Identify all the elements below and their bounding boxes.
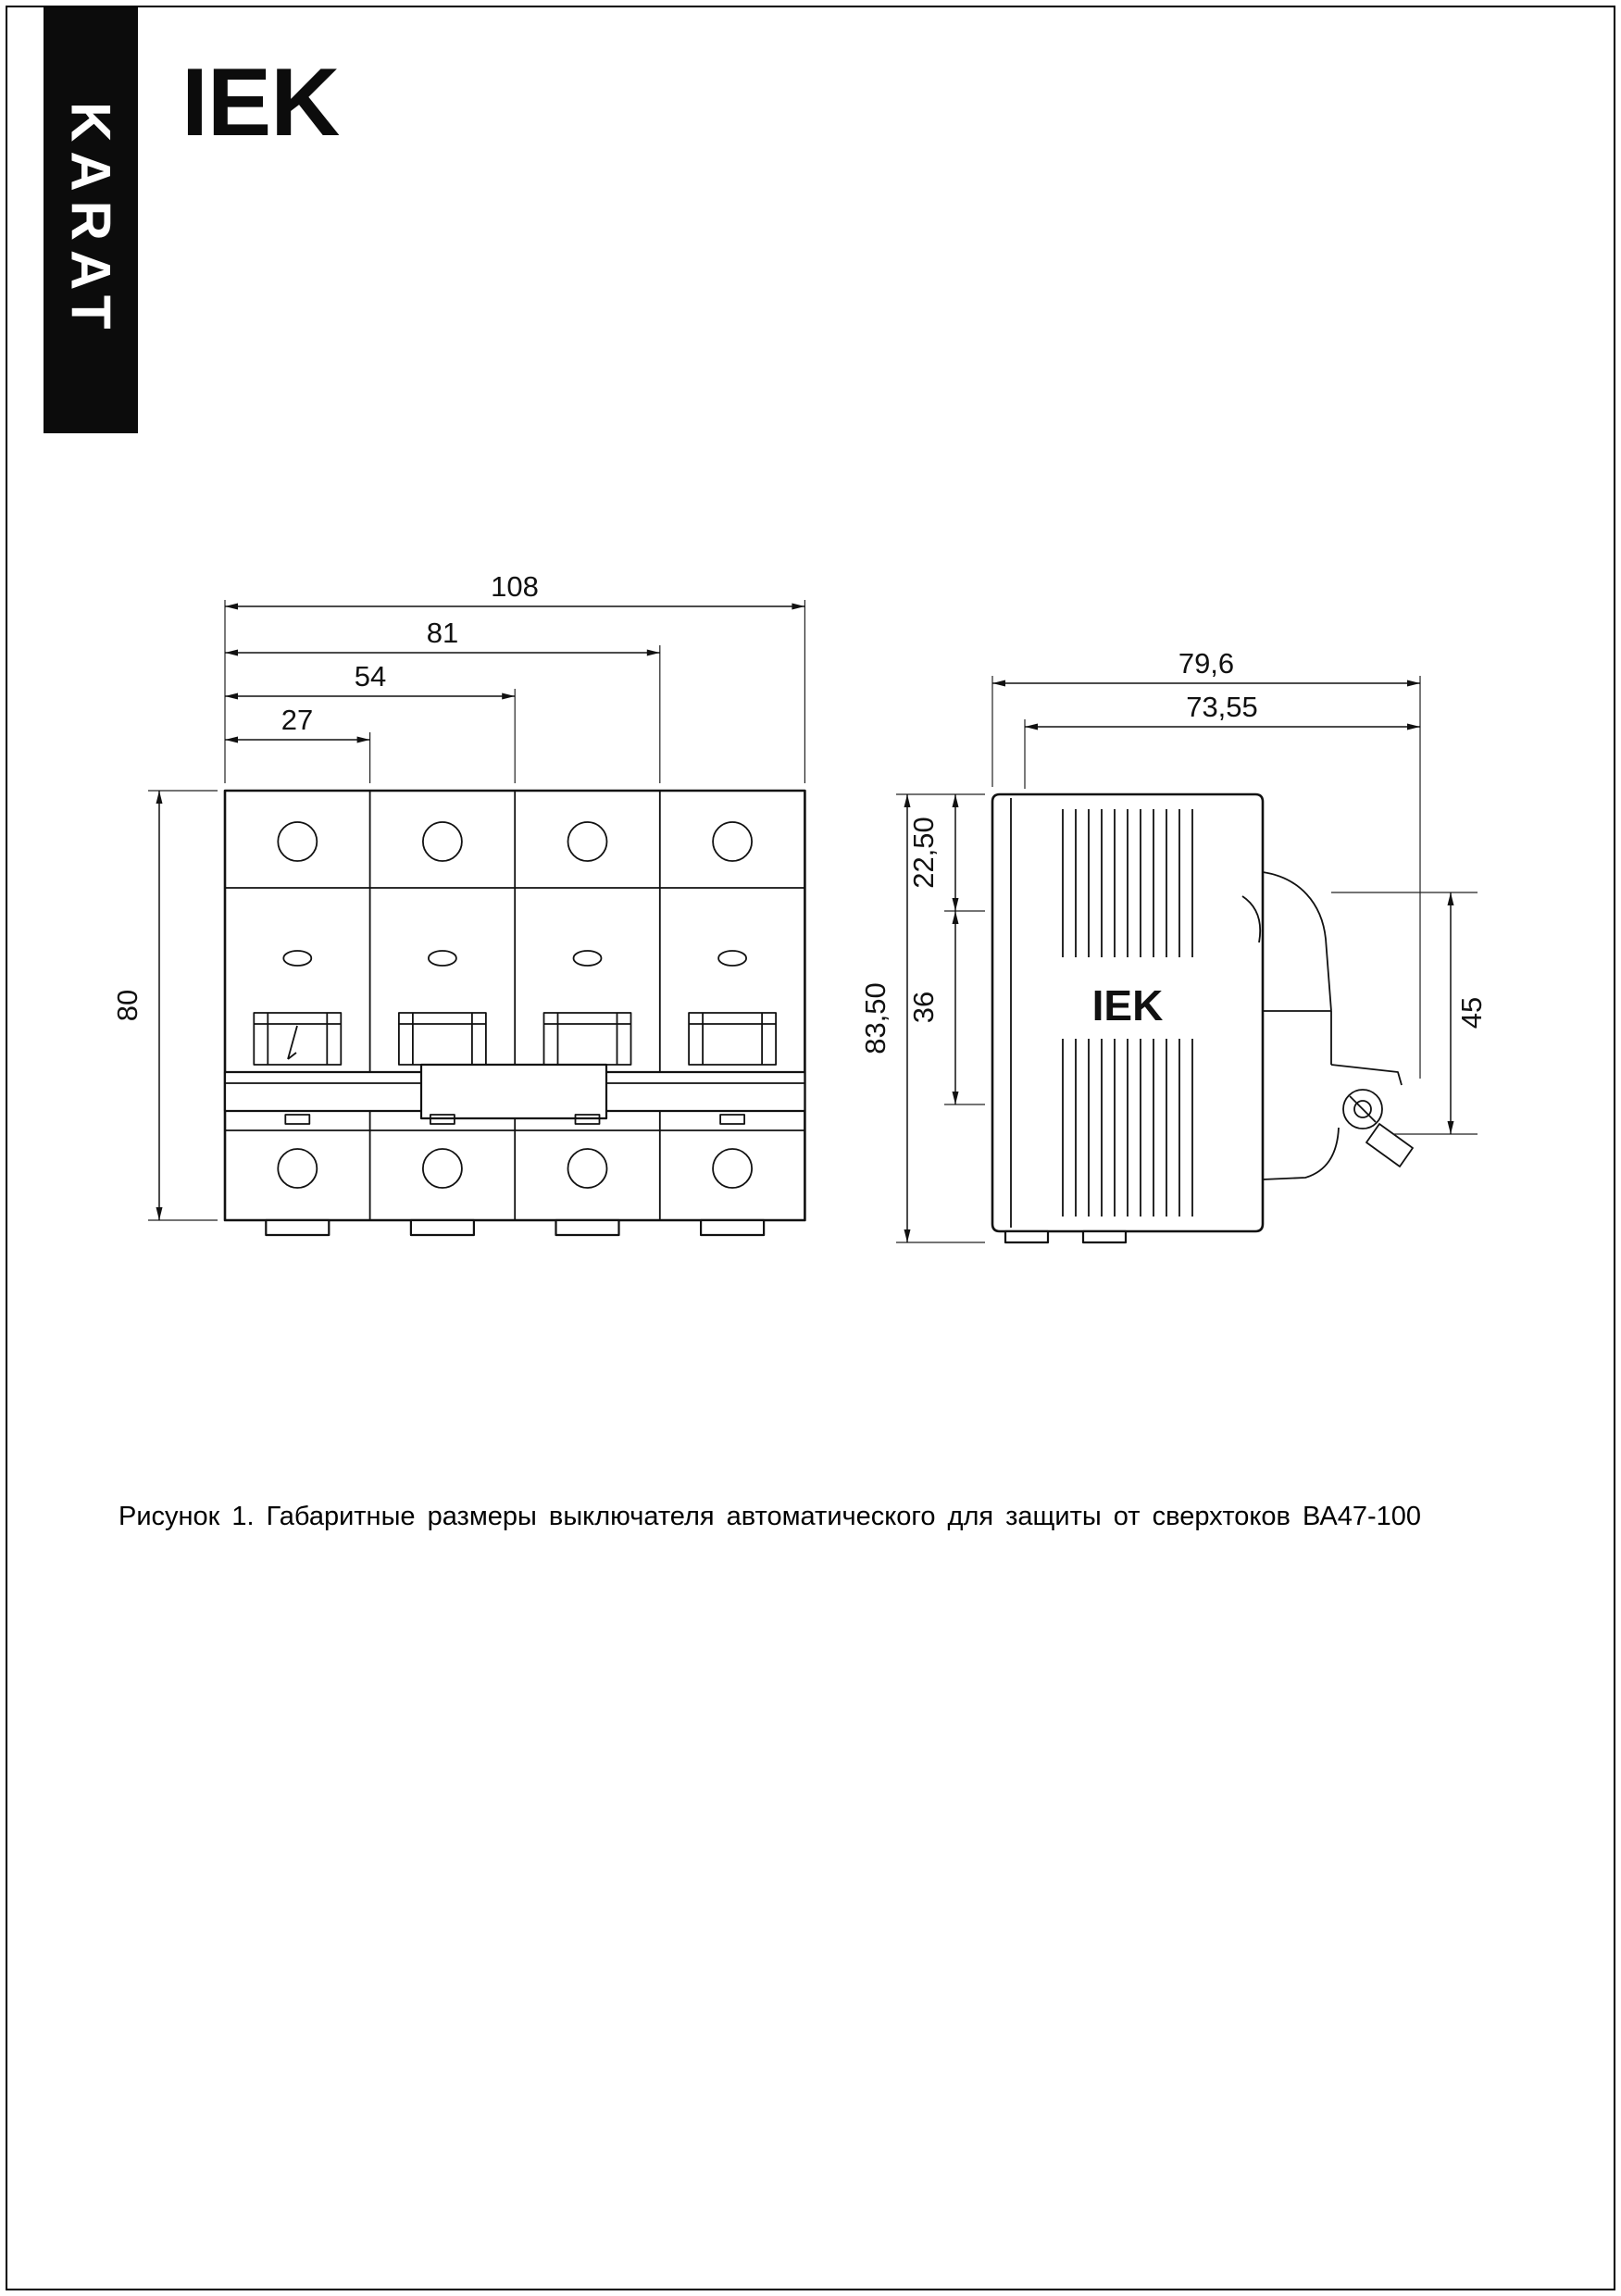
dimension-lines — [111, 570, 1488, 1242]
screw-icon — [713, 822, 752, 861]
screw-icon — [423, 822, 462, 861]
dim-label-22-50: 22,50 — [907, 817, 940, 889]
indicator-window-icon — [283, 951, 311, 966]
handle-lever-mark — [288, 1026, 297, 1059]
tie-bar-center-plate — [421, 1065, 606, 1118]
dim-label-36: 36 — [907, 991, 940, 1024]
dim-label-54: 54 — [354, 660, 387, 693]
dim-label-108: 108 — [491, 570, 539, 603]
side-din-feet — [1005, 1231, 1126, 1242]
dim-label-79-6: 79,6 — [1178, 647, 1235, 680]
figure-caption: Рисунок 1. Габаритные размеры выключателя автоматического для защиты от сверхтоков ВА47-100 — [118, 1502, 1422, 1531]
clip-hook — [1263, 1128, 1339, 1179]
mounting-ear — [1263, 872, 1331, 1011]
dim-label-27: 27 — [281, 704, 314, 736]
screw-icon — [278, 1149, 317, 1188]
side-view — [992, 794, 1413, 1242]
screw-icon — [568, 822, 607, 861]
dim-label-83-50: 83,50 — [859, 982, 892, 1054]
clip-top — [1331, 1065, 1402, 1085]
screw-icon — [423, 1149, 462, 1188]
dim-label-45: 45 — [1455, 996, 1488, 1029]
karat-brand-text: KARAT — [59, 102, 122, 339]
screw-icon — [278, 822, 317, 861]
iek-logo: IEK — [181, 49, 340, 156]
iek-logo-side: IEK — [1091, 981, 1164, 1029]
latch-lever — [1366, 1124, 1413, 1167]
dim-label-81: 81 — [426, 617, 459, 649]
dim-label-80: 80 — [111, 989, 143, 1022]
front-view — [225, 791, 804, 1235]
module-separators — [370, 791, 660, 1220]
ear-slot — [1242, 896, 1260, 942]
indicator-window-icon — [429, 951, 456, 966]
screw-icon — [568, 1149, 607, 1188]
back-ledge — [1263, 1011, 1331, 1065]
din-feet — [266, 1220, 764, 1235]
screw-icon — [713, 1149, 752, 1188]
indicator-window-icon — [718, 951, 746, 966]
dim-label-73-55: 73,55 — [1186, 691, 1258, 723]
indicator-window-icon — [574, 951, 602, 966]
